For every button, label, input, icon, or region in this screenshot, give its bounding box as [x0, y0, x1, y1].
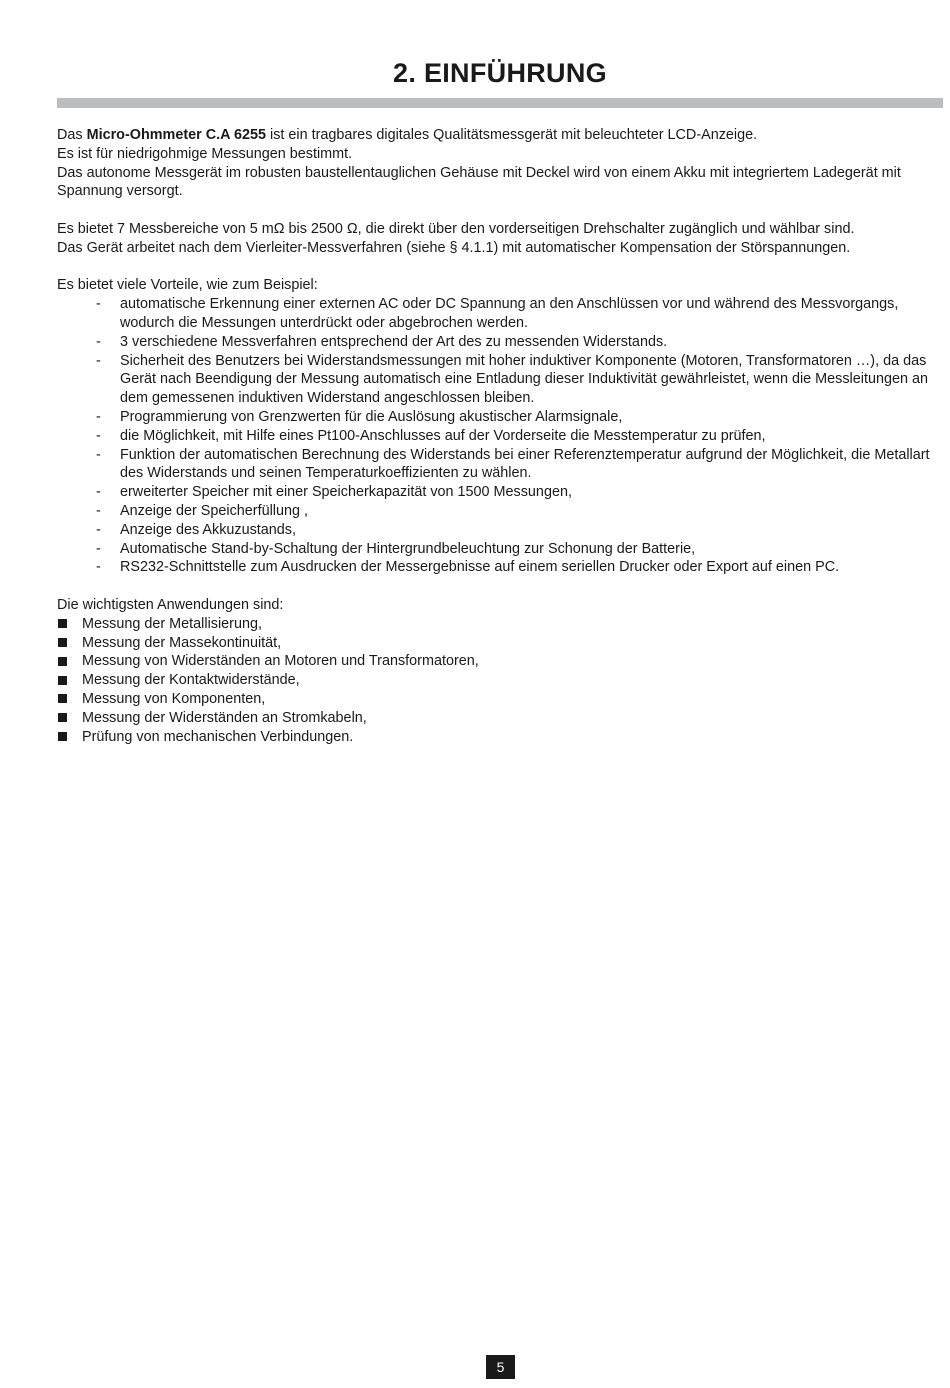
list-item: Messung von Widerständen an Motoren und Transformatoren,	[57, 652, 943, 671]
list-item: - Automatische Stand-by-Schaltung der Hintergrundbeleuchtung zur Schonung der Batterie,	[96, 540, 696, 557]
intro-prefix: Das	[57, 127, 87, 143]
intro-suffix: ist ein tragbares digitales Qualitätsmessgerät mit beleuchteter LCD-Anzeige.	[266, 127, 758, 143]
intro-line-1	[57, 126, 943, 145]
list-item: Messung der Metallisierung,	[57, 615, 943, 634]
list-item: Messung der Widerständen an Stromkabeln,	[57, 709, 943, 728]
page-number: 5	[486, 1355, 515, 1379]
advantages-list	[57, 295, 943, 577]
list-item: Messung von Komponenten,	[57, 690, 943, 709]
product-name: Micro-Ohmmeter C.A 6255	[86, 127, 266, 143]
dash-marker: -	[96, 352, 101, 369]
list-item: - automatische Erkennung einer externen AC oder DC Spannung an den Anschlüssen vor und während des Messvorgangs, wodurch die Messungen unterdrückt oder abgebrochen werden.	[96, 296, 899, 331]
dash-marker: -	[96, 446, 101, 463]
list-item: - Anzeige des Akkuzustands,	[96, 521, 296, 538]
list-item: - die Möglichkeit, mit Hilfe eines Pt100-Anschlusses auf der Vorderseite die Messtemperatur zu prüfen,	[96, 427, 766, 444]
applications-list	[57, 615, 943, 747]
square-bullet-icon	[58, 638, 67, 647]
applications-heading: Die wichtigsten Anwendungen sind:	[57, 596, 284, 613]
ranges-line-1: Es bietet 7 Messbereiche von 5 mΩ bis 2500 Ω, die direkt über den vorderseitigen Drehschalter zugänglich und wählbar sind.	[57, 220, 855, 237]
document-body	[57, 126, 943, 746]
list-item: Prüfung von mechanischen Verbindungen.	[57, 728, 943, 747]
list-item: - Anzeige der Speicherfüllung ,	[96, 502, 308, 519]
list-item: - Funktion der automatischen Berechnung des Widerstands bei einer Referenztemperatur aufgrund der Möglichkeit, die Metallart des Widerstands und seinen Temperaturkoeffizienten zu wählen.	[96, 446, 930, 482]
square-bullet-icon	[58, 676, 67, 685]
square-bullet-icon	[58, 694, 67, 703]
page-title: 2. EINFÜHRUNG	[393, 58, 607, 88]
intro-line-3: Das autonome Messgerät im robusten baustellentauglichen Gehäuse mit Deckel wird von einem Akku mit integriertem Ladegerät mit Spannung versorgt.	[57, 164, 901, 200]
square-bullet-icon	[58, 732, 67, 741]
dash-marker: -	[96, 484, 101, 501]
dash-marker: -	[96, 427, 101, 444]
dash-marker: -	[96, 408, 101, 425]
advantages-heading: Es bietet viele Vorteile, wie zum Beispiel:	[57, 277, 318, 294]
list-item: - Sicherheit des Benutzers bei Widerstandsmessungen mit hoher induktiver Komponente (Motoren, Transformatoren …), da das Gerät nach Beendigung der Messung automatisch eine Entladung dieser Induktivität gewährleistet, wenn die Messleitungen an dem gemessenen induktiven Widerstand angeschlossen bleiben.	[96, 352, 928, 407]
dash-marker: -	[96, 540, 101, 557]
list-item: - 3 verschiedene Messverfahren entsprechend der Art des zu messenden Widerstands.	[96, 333, 668, 350]
dash-marker: -	[96, 521, 101, 538]
list-item: - RS232-Schnittstelle zum Ausdrucken der Messergebnisse auf einem seriellen Drucker oder Export auf einen PC.	[96, 559, 840, 576]
square-bullet-icon	[58, 657, 67, 666]
dash-marker: -	[96, 296, 101, 313]
list-item: - erweiterter Speicher mit einer Speicherkapazität von 1500 Messungen,	[96, 484, 572, 501]
square-bullet-icon	[58, 619, 67, 628]
square-bullet-icon	[58, 713, 67, 722]
ranges-line-2: Das Gerät arbeitet nach dem Vierleiter-Messverfahren (siehe § 4.1.1) mit automatischer Kompensation der Störspannungen.	[57, 239, 851, 256]
dash-marker: -	[96, 333, 101, 350]
intro-line-2: Es ist für niedrigohmige Messungen bestimmt.	[57, 145, 353, 162]
title-rule	[57, 98, 943, 108]
list-item: - Programmierung von Grenzwerten für die Auslösung akustischer Alarmsignale,	[96, 408, 623, 425]
dash-marker: -	[96, 502, 101, 519]
list-item: Messung der Kontaktwiderstände,	[57, 671, 943, 690]
dash-marker: -	[96, 559, 101, 576]
list-item: Messung der Massekontinuität,	[57, 634, 943, 653]
